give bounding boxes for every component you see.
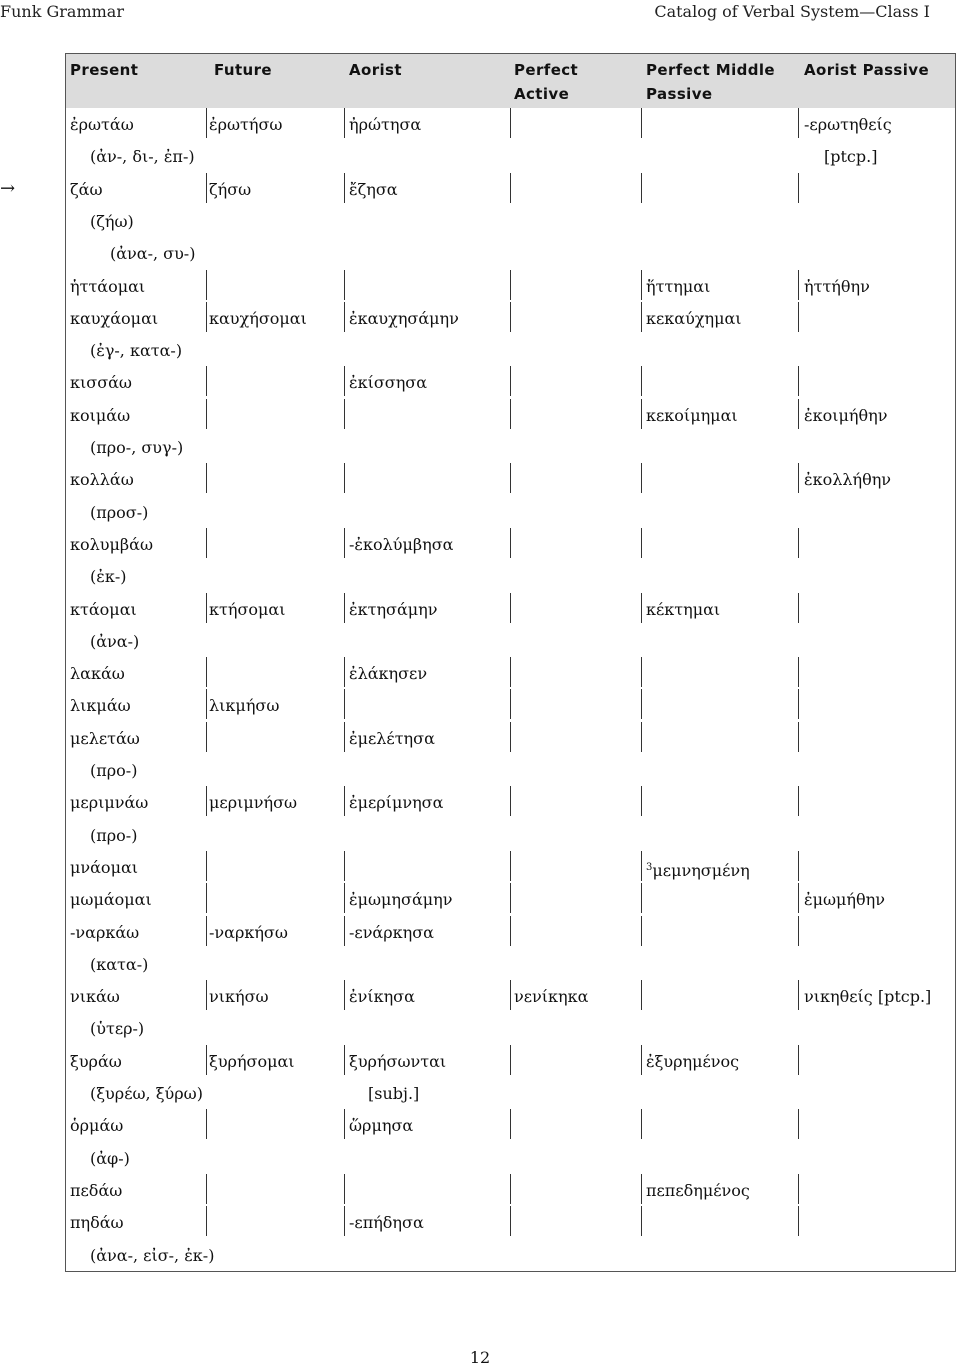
column-separator [798, 302, 799, 332]
cell-aorist: ἐμωμησάμην [349, 890, 453, 910]
cell-present: κισσάω [70, 373, 132, 393]
cell-compound-prefixes: (ζήω) [90, 211, 134, 231]
cell-compound-prefixes: (προσ-) [90, 502, 149, 522]
cell-aorist: ἐκαυχησάμην [349, 308, 459, 328]
column-separator [344, 1174, 345, 1204]
cell-perfect-active: νενίκηκα [514, 987, 589, 1007]
header-aorist: Aorist [349, 61, 402, 79]
column-separator [510, 463, 511, 493]
cell-aorist: ἐμερίμνησα [349, 793, 444, 813]
cell-compound-prefixes: (προ-) [90, 761, 138, 780]
column-separator [206, 980, 207, 1010]
cell-present: μελετάω [70, 728, 140, 748]
cell-future: ζήσω [209, 179, 252, 199]
column-separator [206, 916, 207, 946]
cell-present: λικμάω [70, 696, 131, 716]
column-separator [798, 1109, 799, 1139]
column-separator [344, 399, 345, 429]
cell-present: ἐρωτάω [70, 115, 134, 134]
column-separator [798, 657, 799, 687]
column-separator [206, 108, 207, 138]
cell-present: ἡττάομαι [70, 276, 146, 296]
cell-compound-prefixes: (ξυρέω, ξύρω) [90, 1084, 203, 1103]
column-separator [206, 593, 207, 623]
column-separator [344, 528, 345, 558]
column-separator [344, 657, 345, 687]
cell-compound-prefixes: (ἐκ-) [90, 567, 127, 587]
cell-present: μωμάομαι [70, 890, 152, 910]
column-separator [798, 399, 799, 429]
table-header [66, 54, 955, 108]
cell-perfect-middle: $^3$μεμνησμένη [646, 860, 750, 880]
column-separator [641, 851, 642, 881]
column-separator [798, 108, 799, 138]
column-separator [206, 173, 207, 203]
cell-aorist: ἐμελέτησα [349, 728, 435, 748]
column-separator [510, 399, 511, 429]
column-separator [641, 883, 642, 913]
cell-compound-prefixes: (κατα-) [90, 954, 149, 974]
column-separator [206, 657, 207, 687]
cell-aorist-passive: νικηθείς [ptcp.] [804, 987, 932, 1007]
cell-aorist-passive: ἐκοιμήθην [804, 405, 888, 425]
column-separator [344, 302, 345, 332]
column-separator [206, 302, 207, 332]
column-separator [206, 1174, 207, 1204]
cell-aorist: -επήδησα [349, 1213, 424, 1233]
column-separator [798, 1045, 799, 1075]
column-separator [510, 270, 511, 300]
column-separator [641, 1174, 642, 1204]
running-header-left: Funk Grammar [0, 2, 124, 21]
header-present: Present [70, 61, 139, 79]
column-separator [510, 1174, 511, 1204]
column-separator [510, 108, 511, 138]
column-separator [641, 786, 642, 816]
column-separator [641, 1109, 642, 1139]
column-separator [798, 980, 799, 1010]
column-separator [798, 1206, 799, 1236]
column-separator [510, 883, 511, 913]
cell-present: ξυράω [70, 1051, 122, 1071]
cell-perfect-middle: κεκαύχημαι [646, 308, 742, 328]
column-separator [510, 593, 511, 623]
column-separator [641, 916, 642, 946]
cell-compound-prefixes: (προ-) [90, 825, 138, 845]
cell-perfect-middle: κέκτημαι [646, 599, 721, 619]
column-separator [798, 173, 799, 203]
cell-present: καυχάομαι [70, 308, 159, 328]
cell-aorist-passive: -ερωτηθείς [804, 115, 892, 134]
column-separator [641, 173, 642, 203]
column-separator [344, 593, 345, 623]
column-separator [510, 689, 511, 719]
column-separator [641, 593, 642, 623]
cell-future: νικήσω [209, 987, 269, 1007]
column-separator [206, 270, 207, 300]
cell-present: μνάομαι [70, 857, 139, 877]
cell-perfect-middle: ἥττημαι [646, 276, 711, 296]
column-separator [641, 366, 642, 396]
column-separator [510, 366, 511, 396]
cell-present: ζάω [70, 179, 103, 199]
arrow-marker-icon: → [0, 178, 16, 199]
cell-compound-prefixes: (ἀνα-) [90, 631, 140, 651]
header-perfect-active: Perfect Active [514, 61, 579, 103]
column-separator [798, 463, 799, 493]
column-separator [206, 1109, 207, 1139]
verb-catalog-table [65, 53, 956, 1272]
cell-aorist: ἔζησα [349, 179, 398, 199]
column-separator [641, 270, 642, 300]
cell-perfect-middle: κεκοίμημαι [646, 405, 738, 425]
column-separator [641, 1045, 642, 1075]
header-perfect-middle-passive: Perfect Middle Passive [646, 61, 776, 103]
column-separator [206, 399, 207, 429]
cell-present: λακάω [70, 664, 125, 684]
cell-compound-prefixes: (ἀνα-, εἰσ-, ἐκ-) [90, 1245, 215, 1265]
cell-present: νικάω [70, 987, 120, 1007]
column-separator [344, 851, 345, 881]
column-separator [344, 108, 345, 138]
column-separator [344, 463, 345, 493]
column-separator [510, 657, 511, 687]
column-separator [206, 366, 207, 396]
cell-aorist-passive: ἐκολλήθην [804, 470, 892, 490]
cell-compound-prefixes: (ἀνα-, συ-) [110, 244, 196, 264]
cell-aorist-passive: ἐμωμήθην [804, 890, 885, 910]
column-separator [510, 786, 511, 816]
column-separator [206, 786, 207, 816]
column-separator [798, 722, 799, 752]
cell-perfect-middle: πεπεδημένος [646, 1180, 750, 1200]
footnote-marker: 3 [646, 861, 653, 873]
column-separator [206, 851, 207, 881]
cell-aorist: ἐλάκησεν [349, 664, 428, 684]
column-separator [510, 916, 511, 946]
cell-aorist-passive-note: [ptcp.] [824, 147, 878, 167]
column-separator [510, 302, 511, 332]
cell-aorist-passive: ἡττήθην [804, 276, 870, 296]
cell-aorist-note: [subj.] [368, 1084, 420, 1103]
cell-aorist: ὥρμησα [349, 1116, 414, 1136]
column-separator [344, 883, 345, 913]
cell-present: -ναρκάω [70, 922, 140, 942]
cell-aorist: ἐκτησάμην [349, 599, 438, 619]
cell-compound-prefixes: (ἀν-, δι-, ἐπ-) [90, 147, 195, 167]
column-separator [510, 722, 511, 752]
cell-aorist: -ενάρκησα [349, 922, 434, 942]
column-separator [344, 270, 345, 300]
column-separator [641, 722, 642, 752]
column-separator [206, 722, 207, 752]
column-separator [798, 1174, 799, 1204]
column-separator [344, 366, 345, 396]
column-separator [510, 1109, 511, 1139]
header-future: Future [214, 61, 272, 79]
cell-compound-prefixes: (ὑτερ-) [90, 1019, 145, 1039]
column-separator [206, 463, 207, 493]
column-separator [798, 883, 799, 913]
column-separator [641, 980, 642, 1010]
column-separator [206, 883, 207, 913]
column-separator [510, 851, 511, 881]
cell-present: ὁρμάω [70, 1116, 124, 1136]
column-separator [798, 366, 799, 396]
column-separator [641, 657, 642, 687]
cell-aorist: ξυρήσωνται [349, 1051, 447, 1071]
cell-future: κτήσομαι [209, 599, 286, 619]
column-separator [344, 1045, 345, 1075]
column-separator [641, 689, 642, 719]
column-separator [641, 399, 642, 429]
header-aorist-passive: Aorist Passive [804, 61, 930, 79]
cell-aorist: ἠρώτησα [349, 115, 422, 134]
cell-present: κολυμβάω [70, 534, 153, 554]
column-separator [798, 689, 799, 719]
column-separator [344, 916, 345, 946]
column-separator [510, 1206, 511, 1236]
column-separator [206, 1206, 207, 1236]
cell-aorist: -ἐκολύμβησα [349, 534, 454, 554]
cell-aorist: ἐκίσσησα [349, 373, 428, 393]
column-separator [344, 1206, 345, 1236]
cell-aorist: ἐνίκησα [349, 987, 415, 1007]
cell-perfect-middle: ἐξυρημένος [646, 1051, 740, 1071]
column-separator [344, 980, 345, 1010]
cell-future: -ναρκήσω [209, 922, 288, 942]
column-separator [798, 916, 799, 946]
column-separator [206, 689, 207, 719]
column-separator [344, 1109, 345, 1139]
column-separator [344, 689, 345, 719]
running-header-right: Catalog of Verbal System—Class I [654, 2, 930, 21]
column-separator [344, 722, 345, 752]
cell-future: ἐρωτήσω [209, 115, 283, 134]
cell-compound-prefixes: (προ-, συγ-) [90, 438, 184, 457]
column-separator [641, 463, 642, 493]
page-number: 12 [469, 1348, 491, 1367]
cell-present: μεριμνάω [70, 793, 149, 813]
cell-future: λικμήσω [209, 696, 280, 716]
column-separator [798, 786, 799, 816]
column-separator [344, 173, 345, 203]
cell-present: πεδάω [70, 1180, 123, 1200]
column-separator [798, 851, 799, 881]
column-separator [510, 528, 511, 558]
cell-future: ξυρήσομαι [209, 1051, 295, 1071]
column-separator [206, 528, 207, 558]
column-separator [344, 786, 345, 816]
cell-compound-prefixes: (ἐγ-, κατα-) [90, 341, 183, 361]
cell-compound-prefixes: (ἀφ-) [90, 1148, 130, 1168]
column-separator [641, 302, 642, 332]
cell-future: καυχήσομαι [209, 308, 307, 328]
column-separator [510, 1045, 511, 1075]
cell-present: πηδάω [70, 1213, 124, 1233]
column-separator [641, 528, 642, 558]
cell-present: κολλάω [70, 470, 134, 490]
column-separator [510, 173, 511, 203]
column-separator [798, 593, 799, 623]
column-separator [641, 1206, 642, 1236]
cell-future: μεριμνήσω [209, 793, 298, 813]
column-separator [510, 980, 511, 1010]
column-separator [798, 270, 799, 300]
column-separator [798, 528, 799, 558]
column-separator [206, 1045, 207, 1075]
column-separator [641, 108, 642, 138]
cell-present: κτάομαι [70, 599, 137, 619]
cell-present: κοιμάω [70, 405, 131, 425]
